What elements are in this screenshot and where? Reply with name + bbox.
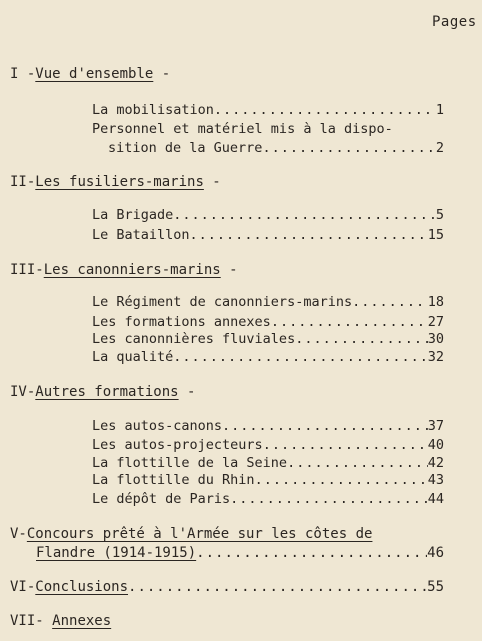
entry-title: Les autos-projecteurs: [92, 437, 263, 453]
section-dash: -: [153, 66, 171, 82]
toc-entry[interactable]: [108, 140, 444, 156]
entry-page: 44: [427, 491, 444, 507]
dot-leader: [214, 102, 436, 118]
toc-entry[interactable]: [92, 227, 444, 243]
entry-page: 18: [427, 294, 444, 310]
entry-page: 46: [427, 545, 444, 561]
section-number: VII-: [10, 613, 53, 629]
toc-entry[interactable]: [92, 437, 444, 453]
dot-leader: [263, 437, 428, 453]
entry-title: La mobilisation: [92, 102, 214, 118]
entry-title: La flottille de la Seine: [92, 455, 288, 471]
section-heading-ii: [10, 174, 221, 190]
toc-entry[interactable]: [92, 472, 444, 488]
toc-entry[interactable]: [92, 102, 444, 118]
entry-page: 32: [427, 349, 444, 365]
dot-leader: [230, 491, 428, 507]
section-title: Les fusiliers-marins: [35, 174, 204, 190]
entry-title: La Brigade: [92, 207, 174, 223]
toc-entry[interactable]: [92, 314, 444, 330]
section-heading-vii: [10, 613, 111, 629]
section-dash: -: [203, 174, 221, 190]
entry-page: 43: [427, 472, 444, 488]
section-title: Les canonniers-marins: [43, 262, 221, 278]
entry-title: La flottille du Rhin: [92, 472, 255, 488]
entry-page: 1: [435, 102, 444, 118]
toc-entry[interactable]: [36, 545, 444, 561]
entry-title-line1: Personnel et matériel mis à la dispo-: [92, 121, 393, 137]
section-heading-vi[interactable]: [10, 579, 444, 595]
toc-entry[interactable]: [92, 294, 444, 310]
entry-page: 2: [435, 140, 444, 156]
section-heading-i: [10, 66, 170, 82]
entry-page: 30: [427, 331, 444, 347]
toc-entry[interactable]: [92, 207, 444, 223]
section-number: IV-: [10, 384, 36, 400]
section-title: Autres formations: [35, 384, 179, 400]
dot-leader: [271, 314, 428, 330]
toc-entry[interactable]: [92, 455, 444, 471]
toc-entry[interactable]: [92, 418, 444, 434]
section-title: Conclusions: [35, 579, 129, 595]
entry-title: La qualité: [92, 349, 174, 365]
entry-title: Les formations annexes: [92, 314, 271, 330]
section-title: Vue d'ensemble: [35, 66, 154, 82]
entry-title-line2: sition de la Guerre: [108, 140, 263, 156]
dot-leader: [262, 140, 435, 156]
entry-page: 5: [435, 207, 444, 223]
entry-page: 55: [427, 579, 444, 595]
dot-leader: [173, 349, 427, 365]
toc-entry[interactable]: [92, 349, 444, 365]
section-number: V-: [10, 526, 27, 542]
entry-title: Le dépôt de Paris: [92, 491, 231, 507]
section-number: II-: [10, 174, 36, 190]
section-title-line2: Flandre (1914-1915): [36, 545, 197, 561]
dot-leader: [196, 545, 427, 561]
section-number: III-: [10, 262, 44, 278]
pages-column-header: Pages: [432, 14, 477, 30]
entry-page: 42: [427, 455, 444, 471]
entry-title: Le Régiment de canonniers-marins: [92, 294, 353, 310]
dot-leader: [255, 472, 428, 488]
entry-page: 27: [427, 314, 444, 330]
entry-page: 15: [427, 227, 444, 243]
entry-title: Les autos-canons: [92, 418, 223, 434]
entry-title: Les canonnières fluviales: [92, 331, 296, 347]
section-heading-iv: [10, 384, 195, 400]
section-title: Annexes: [52, 613, 112, 629]
entry-title: Le Bataillon: [92, 227, 190, 243]
section-dash: -: [220, 262, 238, 278]
dot-leader: [190, 227, 428, 243]
toc-entry[interactable]: [92, 331, 444, 347]
toc-entry[interactable]: [92, 491, 444, 507]
section-number: I -: [10, 66, 36, 82]
entry-page: 40: [427, 437, 444, 453]
dot-leader: [287, 455, 428, 471]
section-dash: -: [178, 384, 196, 400]
section-title-line1: Concours prêté à l'Armée sur les côtes de: [26, 526, 373, 542]
entry-page: 37: [427, 418, 444, 434]
dot-leader: [352, 294, 428, 310]
section-heading-v: [10, 526, 372, 542]
dot-leader: [128, 579, 427, 595]
dot-leader: [173, 207, 436, 223]
section-heading-iii: [10, 262, 238, 278]
section-number: VI-: [10, 579, 36, 595]
dot-leader: [222, 418, 428, 434]
dot-leader: [295, 331, 428, 347]
